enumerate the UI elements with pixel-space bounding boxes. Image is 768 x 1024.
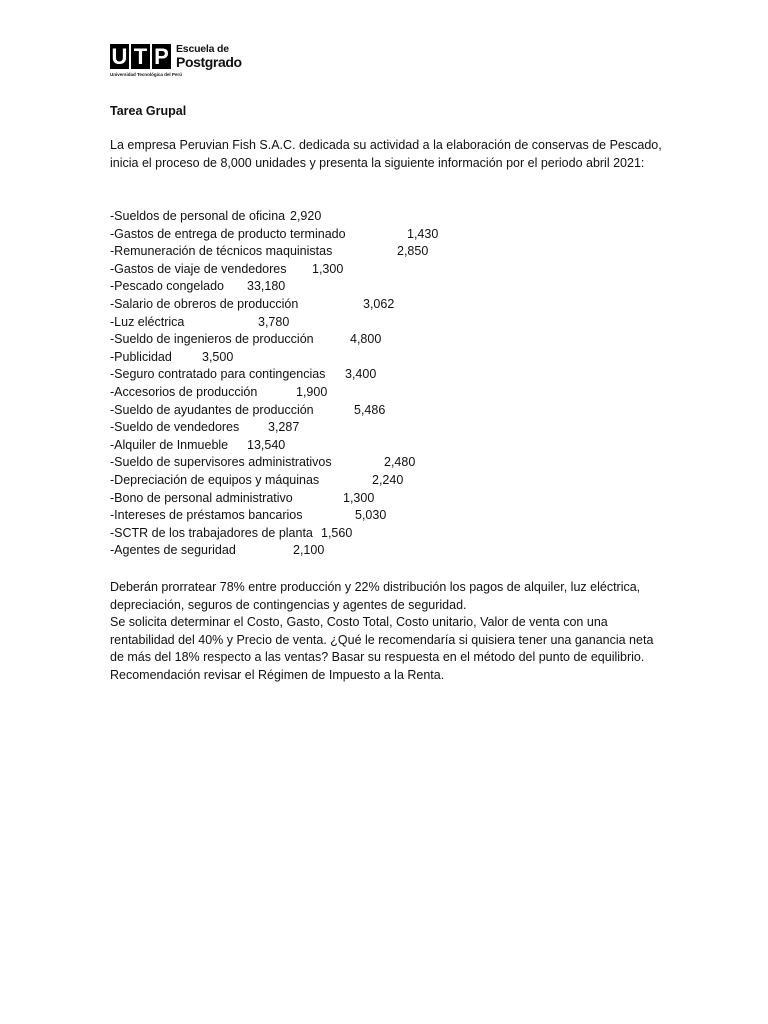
expense-label: -Intereses de préstamos bancarios <box>110 508 303 523</box>
expense-amount: 13,540 <box>247 437 286 452</box>
expense-label: -Depreciación de equipos y máquinas <box>110 472 320 487</box>
logo-line-2: Postgrado <box>176 54 242 70</box>
expense-amount: 1,300 <box>343 490 375 505</box>
expense-amount: 3,500 <box>202 349 234 364</box>
expense-label: -Agentes de seguridad <box>110 543 236 558</box>
expense-label: -Accesorios de producción <box>110 384 258 399</box>
expense-amount: 4,800 <box>350 332 382 347</box>
expense-label: -Sueldo de ayudantes de producción <box>110 402 314 417</box>
closing-paragraph-1: Deberán prorratear 78% entre producción y 22% distribución los pagos de alquiler, luz eléctrica, depreciación, seguros de contingencias y agentes de seguridad. <box>110 580 641 612</box>
expense-amount: 5,486 <box>354 402 386 417</box>
expense-amount: 1,560 <box>321 525 353 540</box>
logo-line-1: Escuela de <box>176 43 229 55</box>
logo-letter-t: T <box>131 44 150 69</box>
expense-amount: 2,850 <box>397 244 429 259</box>
expense-label: -Luz eléctrica <box>110 314 185 329</box>
expense-label: -Gastos de entrega de producto terminado <box>110 226 346 241</box>
logo-letter-p: P <box>152 44 171 69</box>
expense-amount: 2,920 <box>290 209 322 223</box>
expense-label: -Bono de personal administrativo <box>110 490 293 505</box>
expense-label: -Sueldo de vendedores <box>110 420 240 435</box>
expense-label: -Publicidad <box>110 349 172 364</box>
logo-subtitle: Universidad Tecnológica del Perú <box>110 72 182 77</box>
expense-amount: 2,480 <box>384 455 416 470</box>
logo-text <box>176 44 242 69</box>
expense-amount: 2,100 <box>293 543 325 558</box>
logo-letter-u: U <box>111 44 128 69</box>
utp-logo <box>110 43 242 77</box>
expense-amount: 1,430 <box>407 226 439 241</box>
closing-text <box>110 579 670 685</box>
intro-paragraph: La empresa Peruvian Fish S.A.C. dedicada su actividad a la elaboración de conservas de Pescado, inicia el proceso de 8,000 unidades y presenta la siguiente información por el periodo abril 2021: <box>110 138 662 170</box>
expense-label: -Sueldo de ingenieros de producción <box>110 332 314 347</box>
expense-label: -Gastos de viaje de vendedores <box>110 261 287 276</box>
expense-label: -Pescado congelado <box>110 279 224 294</box>
expense-label: -SCTR de los trabajadores de planta <box>110 525 313 540</box>
expense-amount: 3,400 <box>345 367 377 382</box>
expense-amount: 5,030 <box>355 508 387 523</box>
expense-amount: 3,287 <box>268 420 300 435</box>
expense-label: -Salario de obreros de producción <box>110 296 299 311</box>
expense-amount: 3,062 <box>363 296 395 311</box>
closing-paragraph-2: Se solicita determinar el Costo, Gasto, Costo Total, Costo unitario, Valor de venta con una rentabilidad del 40% y Precio de venta. ¿Qué le recomendaría si quisiera tener una ganancia neta de más del 18% respecto a las ventas? Basar su respuesta en el método del punto de equilibrio. Recomendación revisar el Régimen de Impuesto a la Renta. <box>110 615 654 682</box>
expense-label: -Sueldo de supervisores administrativos <box>110 455 332 470</box>
expense-amount: 1,900 <box>296 384 328 399</box>
expense-label: -Seguro contratado para contingencias <box>110 367 326 382</box>
document-title: Tarea Grupal <box>110 104 187 118</box>
expense-label: -Sueldos de personal de oficina <box>110 209 286 223</box>
logo-letters <box>110 44 171 69</box>
expense-amount: 3,780 <box>258 314 290 329</box>
expense-amount: 1,300 <box>312 261 344 276</box>
expense-amount: 2,240 <box>372 472 404 487</box>
expense-label: -Remuneración de técnicos maquinistas <box>110 244 333 259</box>
expense-label: -Alquiler de Inmueble <box>110 437 229 452</box>
expense-amount: 33,180 <box>247 279 286 294</box>
